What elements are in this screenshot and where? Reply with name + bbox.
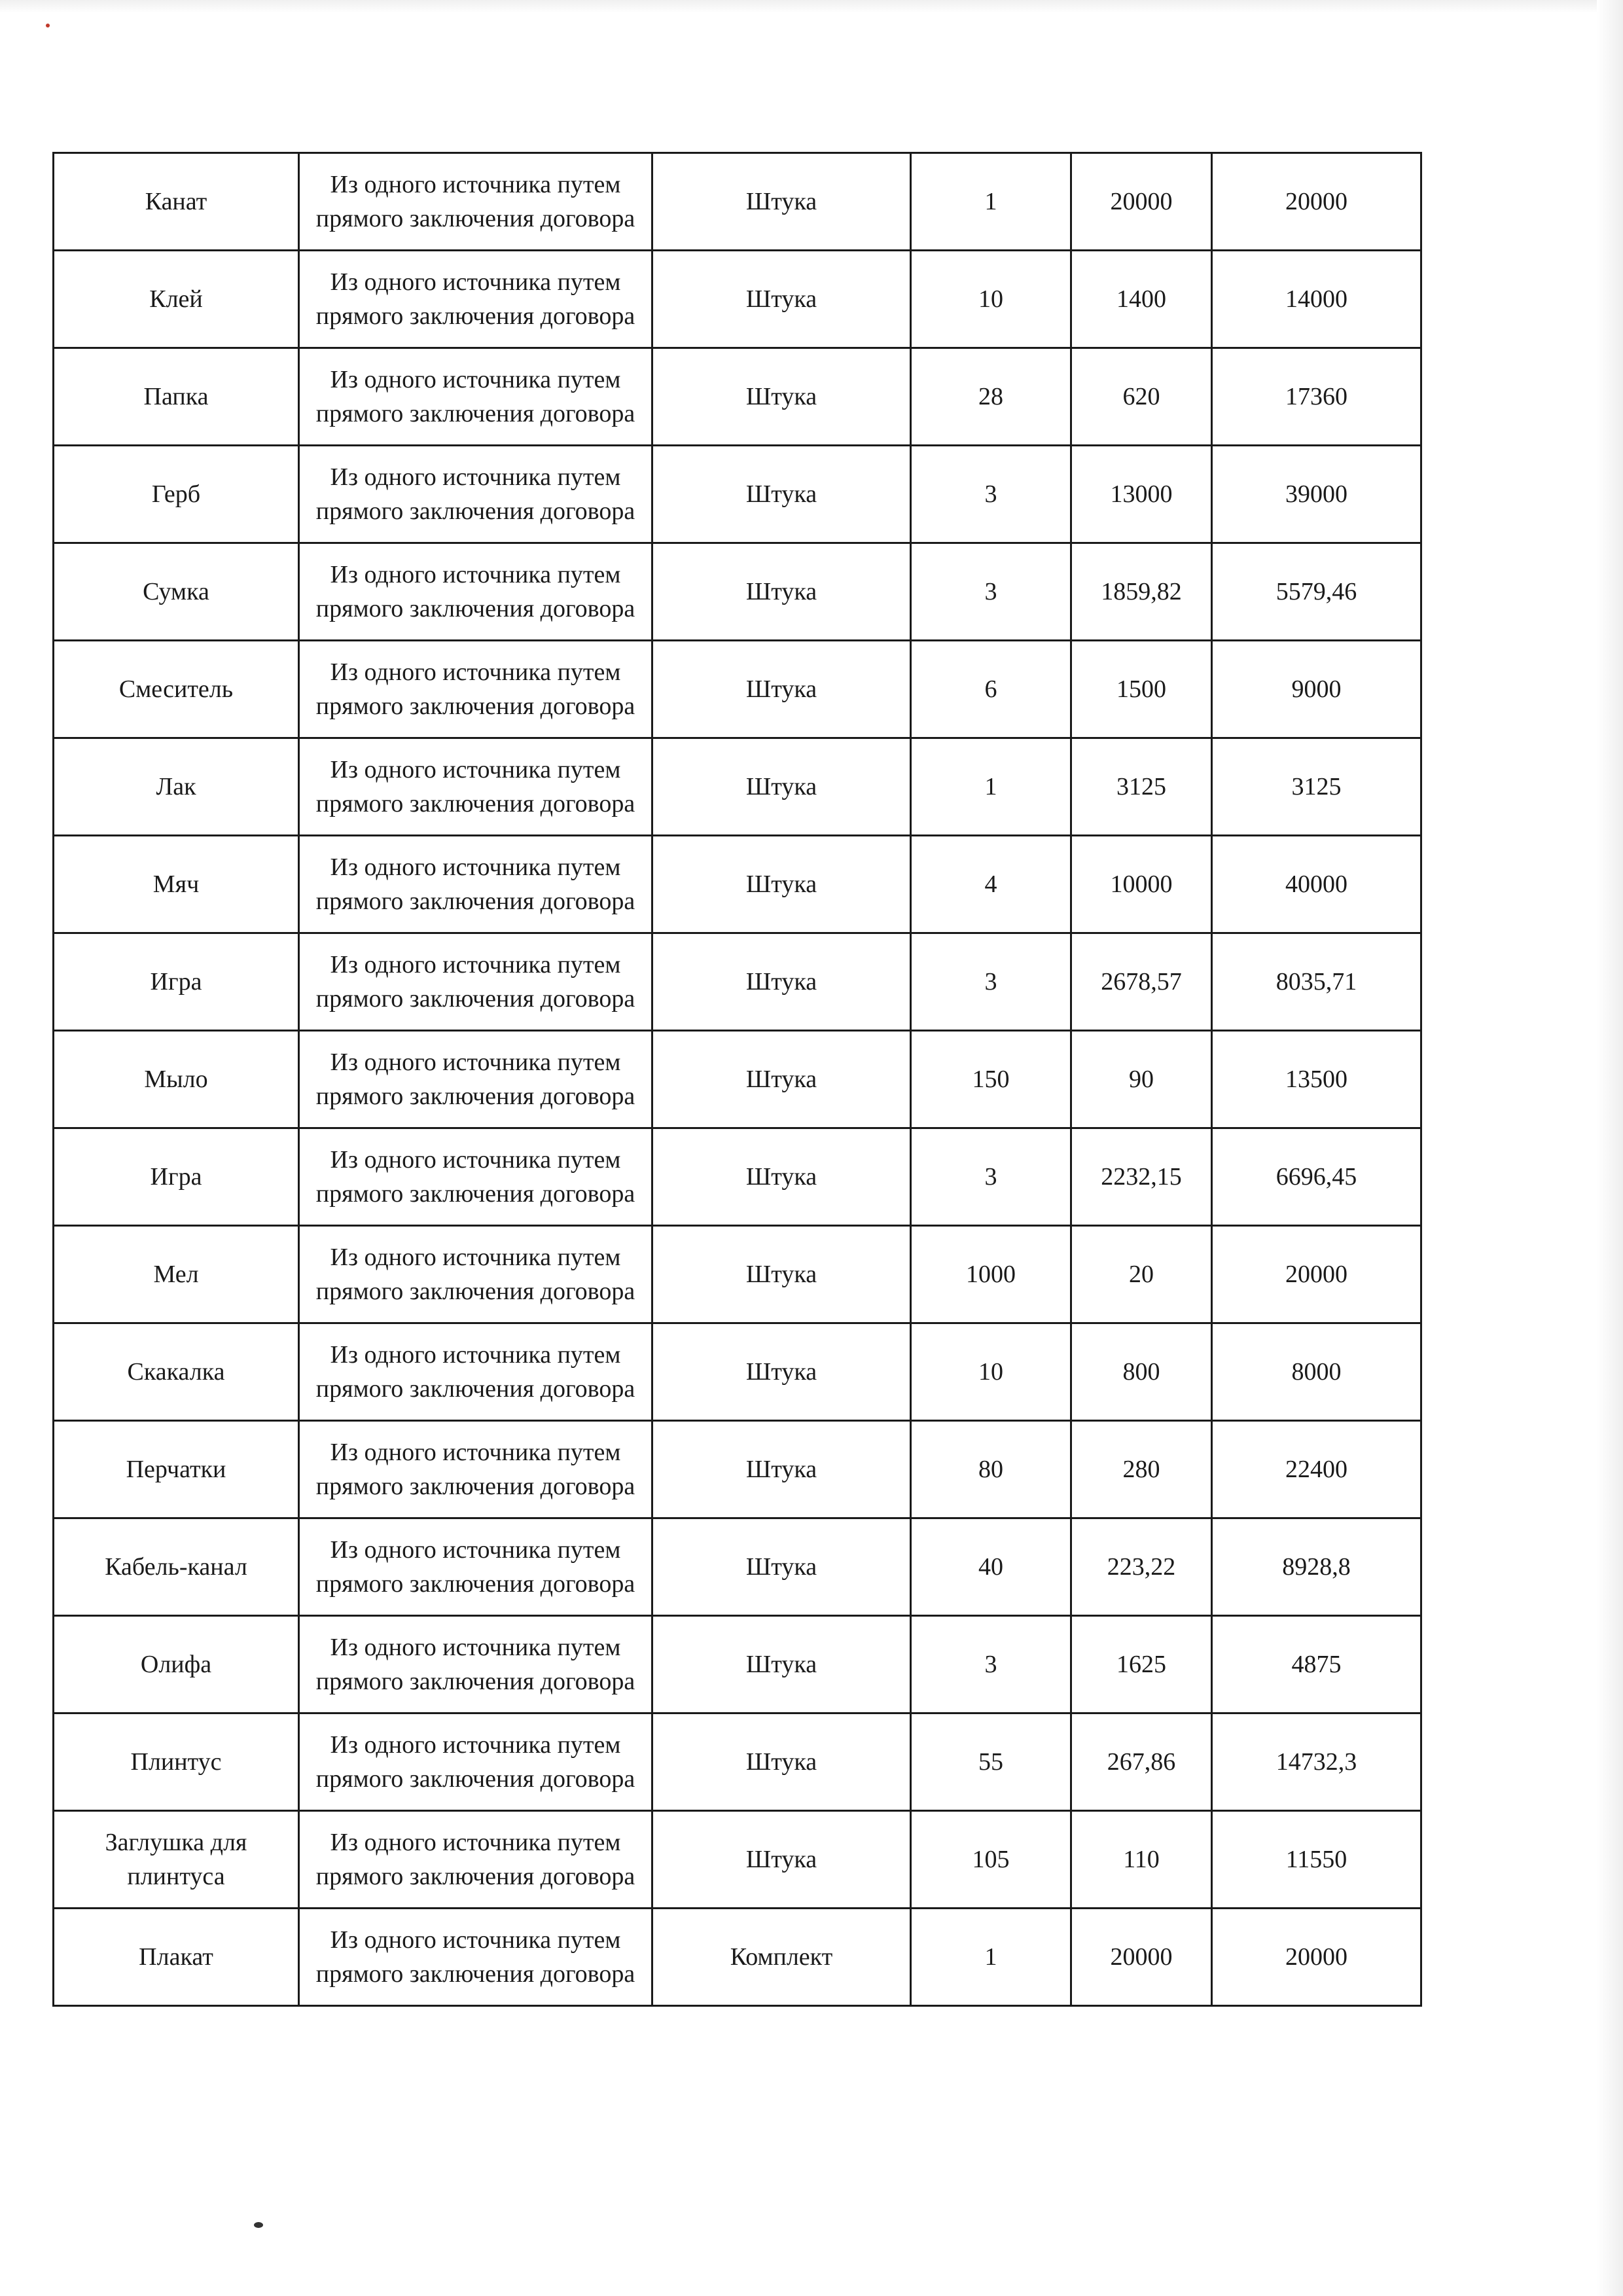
unit-cell: Штука bbox=[652, 348, 911, 446]
procurement-method-cell: Из одного источника путем прямого заключения договора bbox=[299, 836, 652, 933]
quantity-cell: 3 bbox=[911, 1616, 1071, 1713]
quantity-cell: 3 bbox=[911, 933, 1071, 1031]
procurement-method-cell: Из одного источника путем прямого заключения договора bbox=[299, 1226, 652, 1323]
unit-price-cell: 1400 bbox=[1071, 251, 1212, 348]
quantity-cell: 80 bbox=[911, 1421, 1071, 1518]
total-cell: 8928,8 bbox=[1212, 1518, 1421, 1616]
table-row bbox=[54, 933, 1421, 1031]
unit-cell: Штука bbox=[652, 1421, 911, 1518]
unit-cell: Штука bbox=[652, 1031, 911, 1128]
quantity-cell: 1 bbox=[911, 1909, 1071, 2006]
table-row bbox=[54, 1713, 1421, 1811]
unit-cell: Штука bbox=[652, 836, 911, 933]
procurement-method-cell: Из одного источника путем прямого заключения договора bbox=[299, 1713, 652, 1811]
unit-cell: Штука bbox=[652, 1323, 911, 1421]
procurement-method-cell: Из одного источника путем прямого заключения договора bbox=[299, 153, 652, 251]
total-cell: 40000 bbox=[1212, 836, 1421, 933]
item-name-cell: Мыло bbox=[54, 1031, 299, 1128]
procurement-method-cell: Из одного источника путем прямого заключения договора bbox=[299, 1128, 652, 1226]
procurement-method-cell: Из одного источника путем прямого заключения договора bbox=[299, 1616, 652, 1713]
table-row bbox=[54, 1421, 1421, 1518]
total-cell: 5579,46 bbox=[1212, 543, 1421, 641]
unit-cell: Штука bbox=[652, 1616, 911, 1713]
table-row bbox=[54, 1811, 1421, 1909]
unit-price-cell: 110 bbox=[1071, 1811, 1212, 1909]
table-row bbox=[54, 836, 1421, 933]
procurement-method-cell: Из одного источника путем прямого заключения договора bbox=[299, 1811, 652, 1909]
item-name-cell: Плинтус bbox=[54, 1713, 299, 1811]
unit-cell: Штука bbox=[652, 1713, 911, 1811]
table-row bbox=[54, 1518, 1421, 1616]
total-cell: 8035,71 bbox=[1212, 933, 1421, 1031]
item-name-cell: Плакат bbox=[54, 1909, 299, 2006]
quantity-cell: 3 bbox=[911, 1128, 1071, 1226]
total-cell: 14732,3 bbox=[1212, 1713, 1421, 1811]
unit-price-cell: 13000 bbox=[1071, 446, 1212, 543]
quantity-cell: 6 bbox=[911, 641, 1071, 738]
item-name-cell: Мел bbox=[54, 1226, 299, 1323]
total-cell: 14000 bbox=[1212, 251, 1421, 348]
procurement-method-cell: Из одного источника путем прямого заключения договора bbox=[299, 1031, 652, 1128]
unit-price-cell: 800 bbox=[1071, 1323, 1212, 1421]
quantity-cell: 105 bbox=[911, 1811, 1071, 1909]
item-name-cell: Заглушка для плинтуса bbox=[54, 1811, 299, 1909]
procurement-method-cell: Из одного источника путем прямого заключения договора bbox=[299, 446, 652, 543]
quantity-cell: 28 bbox=[911, 348, 1071, 446]
unit-cell: Штука bbox=[652, 933, 911, 1031]
item-name-cell: Кабель-канал bbox=[54, 1518, 299, 1616]
item-name-cell: Сумка bbox=[54, 543, 299, 641]
procurement-method-cell: Из одного источника путем прямого заключения договора bbox=[299, 348, 652, 446]
quantity-cell: 3 bbox=[911, 543, 1071, 641]
table-row bbox=[54, 153, 1421, 251]
procurement-method-cell: Из одного источника путем прямого заключения договора bbox=[299, 1909, 652, 2006]
total-cell: 3125 bbox=[1212, 738, 1421, 836]
unit-price-cell: 2678,57 bbox=[1071, 933, 1212, 1031]
total-cell: 20000 bbox=[1212, 1909, 1421, 2006]
total-cell: 6696,45 bbox=[1212, 1128, 1421, 1226]
unit-price-cell: 20000 bbox=[1071, 153, 1212, 251]
table-row bbox=[54, 1323, 1421, 1421]
procurement-method-cell: Из одного источника путем прямого заключения договора bbox=[299, 1518, 652, 1616]
item-name-cell: Игра bbox=[54, 1128, 299, 1226]
unit-price-cell: 1500 bbox=[1071, 641, 1212, 738]
unit-price-cell: 3125 bbox=[1071, 738, 1212, 836]
unit-cell: Штука bbox=[652, 1811, 911, 1909]
unit-price-cell: 10000 bbox=[1071, 836, 1212, 933]
scan-speck bbox=[46, 24, 50, 27]
quantity-cell: 1 bbox=[911, 738, 1071, 836]
unit-price-cell: 1859,82 bbox=[1071, 543, 1212, 641]
unit-cell: Штука bbox=[652, 543, 911, 641]
unit-cell: Штука bbox=[652, 1518, 911, 1616]
item-name-cell: Папка bbox=[54, 348, 299, 446]
procurement-method-cell: Из одного источника путем прямого заключения договора bbox=[299, 543, 652, 641]
unit-price-cell: 267,86 bbox=[1071, 1713, 1212, 1811]
unit-price-cell: 20000 bbox=[1071, 1909, 1212, 2006]
quantity-cell: 3 bbox=[911, 446, 1071, 543]
item-name-cell: Скакалка bbox=[54, 1323, 299, 1421]
unit-cell: Штука bbox=[652, 1128, 911, 1226]
unit-cell: Штука bbox=[652, 641, 911, 738]
unit-price-cell: 1625 bbox=[1071, 1616, 1212, 1713]
unit-price-cell: 2232,15 bbox=[1071, 1128, 1212, 1226]
unit-cell: Штука bbox=[652, 153, 911, 251]
quantity-cell: 10 bbox=[911, 1323, 1071, 1421]
unit-cell: Штука bbox=[652, 738, 911, 836]
total-cell: 17360 bbox=[1212, 348, 1421, 446]
item-name-cell: Олифа bbox=[54, 1616, 299, 1713]
table-row bbox=[54, 1226, 1421, 1323]
table-row bbox=[54, 1909, 1421, 2006]
total-cell: 39000 bbox=[1212, 446, 1421, 543]
procurement-method-cell: Из одного источника путем прямого заключения договора bbox=[299, 1421, 652, 1518]
unit-cell: Штука bbox=[652, 446, 911, 543]
procurement-method-cell: Из одного источника путем прямого заключения договора bbox=[299, 251, 652, 348]
item-name-cell: Клей bbox=[54, 251, 299, 348]
table-body bbox=[54, 153, 1421, 2006]
total-cell: 13500 bbox=[1212, 1031, 1421, 1128]
item-name-cell: Смеситель bbox=[54, 641, 299, 738]
unit-cell: Комплект bbox=[652, 1909, 911, 2006]
item-name-cell: Игра bbox=[54, 933, 299, 1031]
table-row bbox=[54, 543, 1421, 641]
unit-price-cell: 223,22 bbox=[1071, 1518, 1212, 1616]
total-cell: 8000 bbox=[1212, 1323, 1421, 1421]
unit-price-cell: 90 bbox=[1071, 1031, 1212, 1128]
total-cell: 20000 bbox=[1212, 153, 1421, 251]
unit-price-cell: 280 bbox=[1071, 1421, 1212, 1518]
item-name-cell: Герб bbox=[54, 446, 299, 543]
table-row bbox=[54, 1031, 1421, 1128]
procurement-method-cell: Из одного источника путем прямого заключения договора bbox=[299, 738, 652, 836]
quantity-cell: 1000 bbox=[911, 1226, 1071, 1323]
quantity-cell: 150 bbox=[911, 1031, 1071, 1128]
item-name-cell: Перчатки bbox=[54, 1421, 299, 1518]
item-name-cell: Канат bbox=[54, 153, 299, 251]
table-row bbox=[54, 446, 1421, 543]
table-row bbox=[54, 348, 1421, 446]
quantity-cell: 10 bbox=[911, 251, 1071, 348]
table-row bbox=[54, 251, 1421, 348]
scan-speck bbox=[254, 2222, 263, 2228]
total-cell: 20000 bbox=[1212, 1226, 1421, 1323]
item-name-cell: Мяч bbox=[54, 836, 299, 933]
table-row bbox=[54, 1128, 1421, 1226]
total-cell: 22400 bbox=[1212, 1421, 1421, 1518]
table-row bbox=[54, 738, 1421, 836]
procurement-table bbox=[52, 152, 1422, 2007]
quantity-cell: 1 bbox=[911, 153, 1071, 251]
procurement-method-cell: Из одного источника путем прямого заключения договора bbox=[299, 641, 652, 738]
total-cell: 11550 bbox=[1212, 1811, 1421, 1909]
quantity-cell: 4 bbox=[911, 836, 1071, 933]
unit-cell: Штука bbox=[652, 251, 911, 348]
scan-right-edge bbox=[1597, 0, 1623, 2296]
table-row bbox=[54, 1616, 1421, 1713]
unit-price-cell: 20 bbox=[1071, 1226, 1212, 1323]
scan-top-edge bbox=[0, 0, 1623, 13]
unit-price-cell: 620 bbox=[1071, 348, 1212, 446]
total-cell: 4875 bbox=[1212, 1616, 1421, 1713]
procurement-method-cell: Из одного источника путем прямого заключения договора bbox=[299, 1323, 652, 1421]
unit-cell: Штука bbox=[652, 1226, 911, 1323]
table-row bbox=[54, 641, 1421, 738]
quantity-cell: 40 bbox=[911, 1518, 1071, 1616]
procurement-method-cell: Из одного источника путем прямого заключения договора bbox=[299, 933, 652, 1031]
total-cell: 9000 bbox=[1212, 641, 1421, 738]
item-name-cell: Лак bbox=[54, 738, 299, 836]
quantity-cell: 55 bbox=[911, 1713, 1071, 1811]
